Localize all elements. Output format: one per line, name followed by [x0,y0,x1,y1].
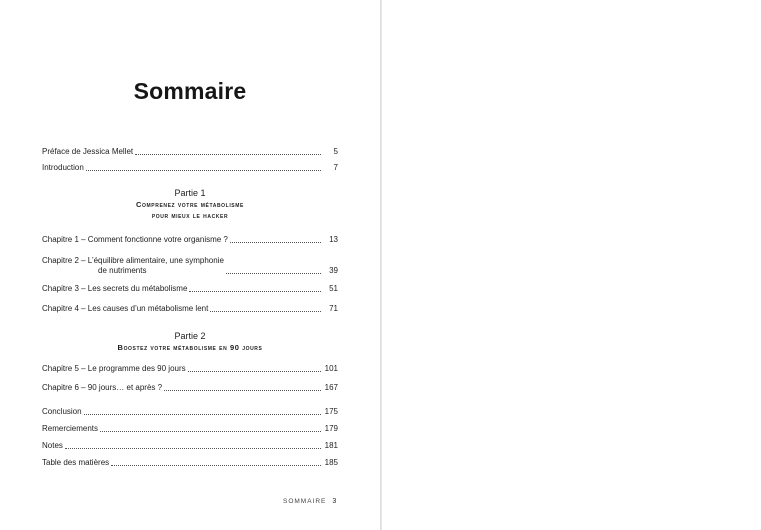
part-1-heading [0,187,380,221]
dot-leader [189,291,321,292]
dot-leader [226,273,321,274]
dot-leader [100,431,321,432]
toc-entry-chapter-1 [42,233,338,245]
toc-entry-page: 5 [333,147,338,156]
toc-entry-label: Préface de Jessica Mellet [42,147,134,156]
dot-leader [164,390,321,391]
left-page [0,0,380,530]
dot-leader [135,154,321,155]
toc-entry-chapter-2 [42,252,338,276]
dot-leader [210,311,321,312]
toc-entry-label: Chapitre 1 – Comment fonctionne votre organisme ? [42,235,228,244]
toc-entry-page: 51 [329,284,338,293]
page-number: 3 [332,498,338,505]
toc-entry-introduction [42,161,338,173]
part-title-line-1: Comprenez votre métabolisme [136,200,244,209]
toc-entry-conclusion [42,405,338,417]
toc-entry-page: 71 [329,304,338,313]
toc-entry-page: 39 [329,266,338,275]
dot-leader [65,448,321,449]
toc-entry-page: 7 [333,163,338,172]
toc-entry-page: 13 [329,235,338,244]
toc-entry-label: Conclusion [42,407,82,416]
toc-entry-page: 185 [324,458,338,467]
toc-entry-chapter-4 [42,302,338,314]
toc-entry-label: Chapitre 6 – 90 jours… et après ? [42,383,163,392]
toc-entry-label-line-2: de nutriments [98,266,147,275]
toc-entry-page: 181 [324,441,338,450]
page-title: Sommaire [133,78,247,104]
dot-leader [188,371,321,372]
dot-leader [111,465,321,466]
toc-entry-label-line-1: Chapitre 2 – L’équilibre alimentaire, une symphonie [42,256,224,265]
dot-leader [84,414,321,415]
running-footer-label: SOMMAIRE [283,498,327,505]
toc-entry-page: 175 [324,407,338,416]
toc-entry-label: Introduction [42,163,84,172]
part-number: Partie 1 [174,188,206,198]
right-page [382,0,761,530]
toc-entry-label: Chapitre 4 – Les causes d’un métabolisme lent [42,304,209,313]
toc-entry-table-des-matieres [42,456,338,468]
toc-entry-label: Table des matières [42,458,110,467]
toc-entry-label: Chapitre 3 – Les secrets du métabolisme [42,284,188,293]
toc-entry-label: Remerciements [42,424,99,433]
toc-entry-preface [42,145,338,157]
toc-entry-page: 167 [324,383,338,392]
toc-entry-chapter-3 [42,282,338,294]
part-number: Partie 2 [174,331,206,341]
toc-entry-chapter-5 [42,362,338,374]
dot-leader [230,242,321,243]
part-title-line-1: Boostez votre métabolisme en 90 jours [117,343,263,352]
toc-entry-page: 101 [324,364,338,373]
page-folio [283,498,337,505]
toc-entry-notes [42,439,338,451]
toc-entry-remerciements [42,422,338,434]
dot-leader [86,170,321,171]
toc-entry-label: Notes [42,441,63,450]
part-title-line-2: pour mieux le hacker [151,211,229,220]
part-2-heading [0,330,380,353]
toc-entry-label [42,256,224,276]
toc-entry-label: Chapitre 5 – Le programme des 90 jours [42,364,186,373]
toc-entry-page: 179 [324,424,338,433]
toc-entry-chapter-6 [42,381,338,393]
